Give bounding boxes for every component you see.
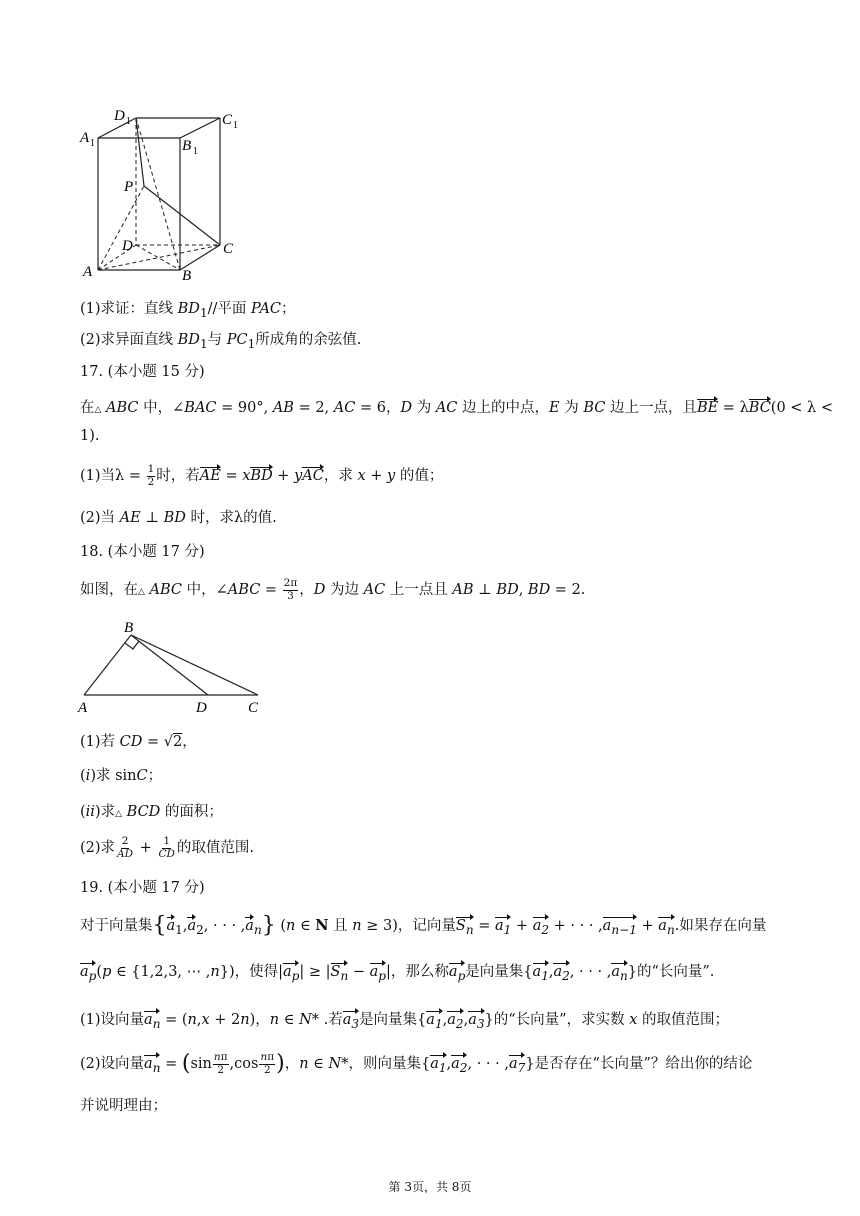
q19-part2: (2)设向量$a_n = (\sin$ $\frac{n\pi}{2}$ ,cos $\frac{n\pi}{2}$ )，n ∈ N*，则向量集{$a_1,a_2$, · · · $,a_7$}是否存在“长向量”？给出你的结论 (80, 1051, 753, 1076)
label-d: D (122, 238, 133, 254)
label-a1: A (80, 130, 90, 146)
svg-text:1: 1 (193, 146, 198, 157)
q19-part1: (1)设向量$a_n = (n,x + 2n)$，n ∈ N* .若$a_3$是向量集$\{a_1,a_2,a_3\}$的“长向量”，求实数 x 的取值范围； (80, 1012, 730, 1031)
q18-part1-ii: (ii)求△ BCD 的面积； (80, 804, 223, 820)
q17-part2: (2)当 AE ⊥ BD 时，求λ的值. (80, 510, 277, 526)
q19-part2-cont: 并说明理由； (80, 1098, 167, 1114)
label-c: C (223, 241, 234, 257)
q18-line1: 如图，在△ ABC 中，∠ABC = $\frac{2\pi}{3}$ ，D 为边 AC 上一点且 AB ⊥ BD, BD = 2. (80, 577, 586, 602)
tri-label-b: B (124, 620, 134, 636)
prism-figure (78, 100, 248, 285)
label-a: A (83, 264, 93, 280)
label-b1: B (182, 138, 192, 154)
label-d1: D (114, 108, 125, 124)
tri-label-c: C (248, 700, 259, 716)
q17-line1: 在△ ABC 中，∠BAC = 90°, AB = 2, AC = 6，D 为 AC 边上的中点，E 为 BC 边上一点，且BE = λBC(0 < λ < (80, 400, 833, 416)
q19-line1: 对于向量集{$a_1,a_2$, · · · $,a_n$} (n ∈ N 且 n ≥ 3)，记向量$S_n = a_1 + a_2$ + · · · $,a_{n-1} + a_n$.如果存在向量 (80, 913, 767, 938)
q18-part2: (2)求 $\frac{2}{AD}$ + $\frac{1}{CD}$ 的取值范围. (80, 835, 254, 860)
svg-text:1: 1 (90, 138, 95, 149)
svg-text:1: 1 (233, 120, 238, 131)
q16-part2: (2)求异面直线 $BD_1$与 $PC_1$所成角的余弦值. (80, 332, 362, 351)
tri-label-d: D (196, 700, 207, 716)
q19-title: 19. (本小题 17 分) (80, 880, 205, 896)
label-p: P (124, 179, 134, 195)
q17-line2: 1). (80, 428, 100, 444)
q18-part1: (1)若 CD = √2， (80, 734, 197, 750)
tri-label-a: A (78, 700, 88, 716)
q17-title: 17. (本小题 15 分) (80, 364, 205, 380)
q19-line2: $a_p(p$ ∈ {1,2,3, ⋯ ,n})，使得$|a_p| \ge |S_n - a_p|$，那么称$a_p$是向量集{$a_1,a_2$, · · · $,a_n$}的“长向量”. (80, 964, 715, 983)
label-b: B (182, 268, 192, 284)
svg-text:1: 1 (126, 116, 131, 127)
label-c1: C (222, 112, 233, 128)
q16-part1: (1)求证：直线 $BD_1//$平面 PAC； (80, 301, 296, 320)
q17-part1: (1)当λ = $\frac{1}{2}$ 时，若AE = xBD + yAC，求 x + y 的值； (80, 463, 444, 488)
q18-title: 18. (本小题 17 分) (80, 544, 205, 560)
q18-part1-i: (i)求 sinC； (80, 768, 163, 784)
triangle-figure (76, 618, 276, 718)
page-footer: 第 3页，共 8页 (388, 1180, 472, 1194)
